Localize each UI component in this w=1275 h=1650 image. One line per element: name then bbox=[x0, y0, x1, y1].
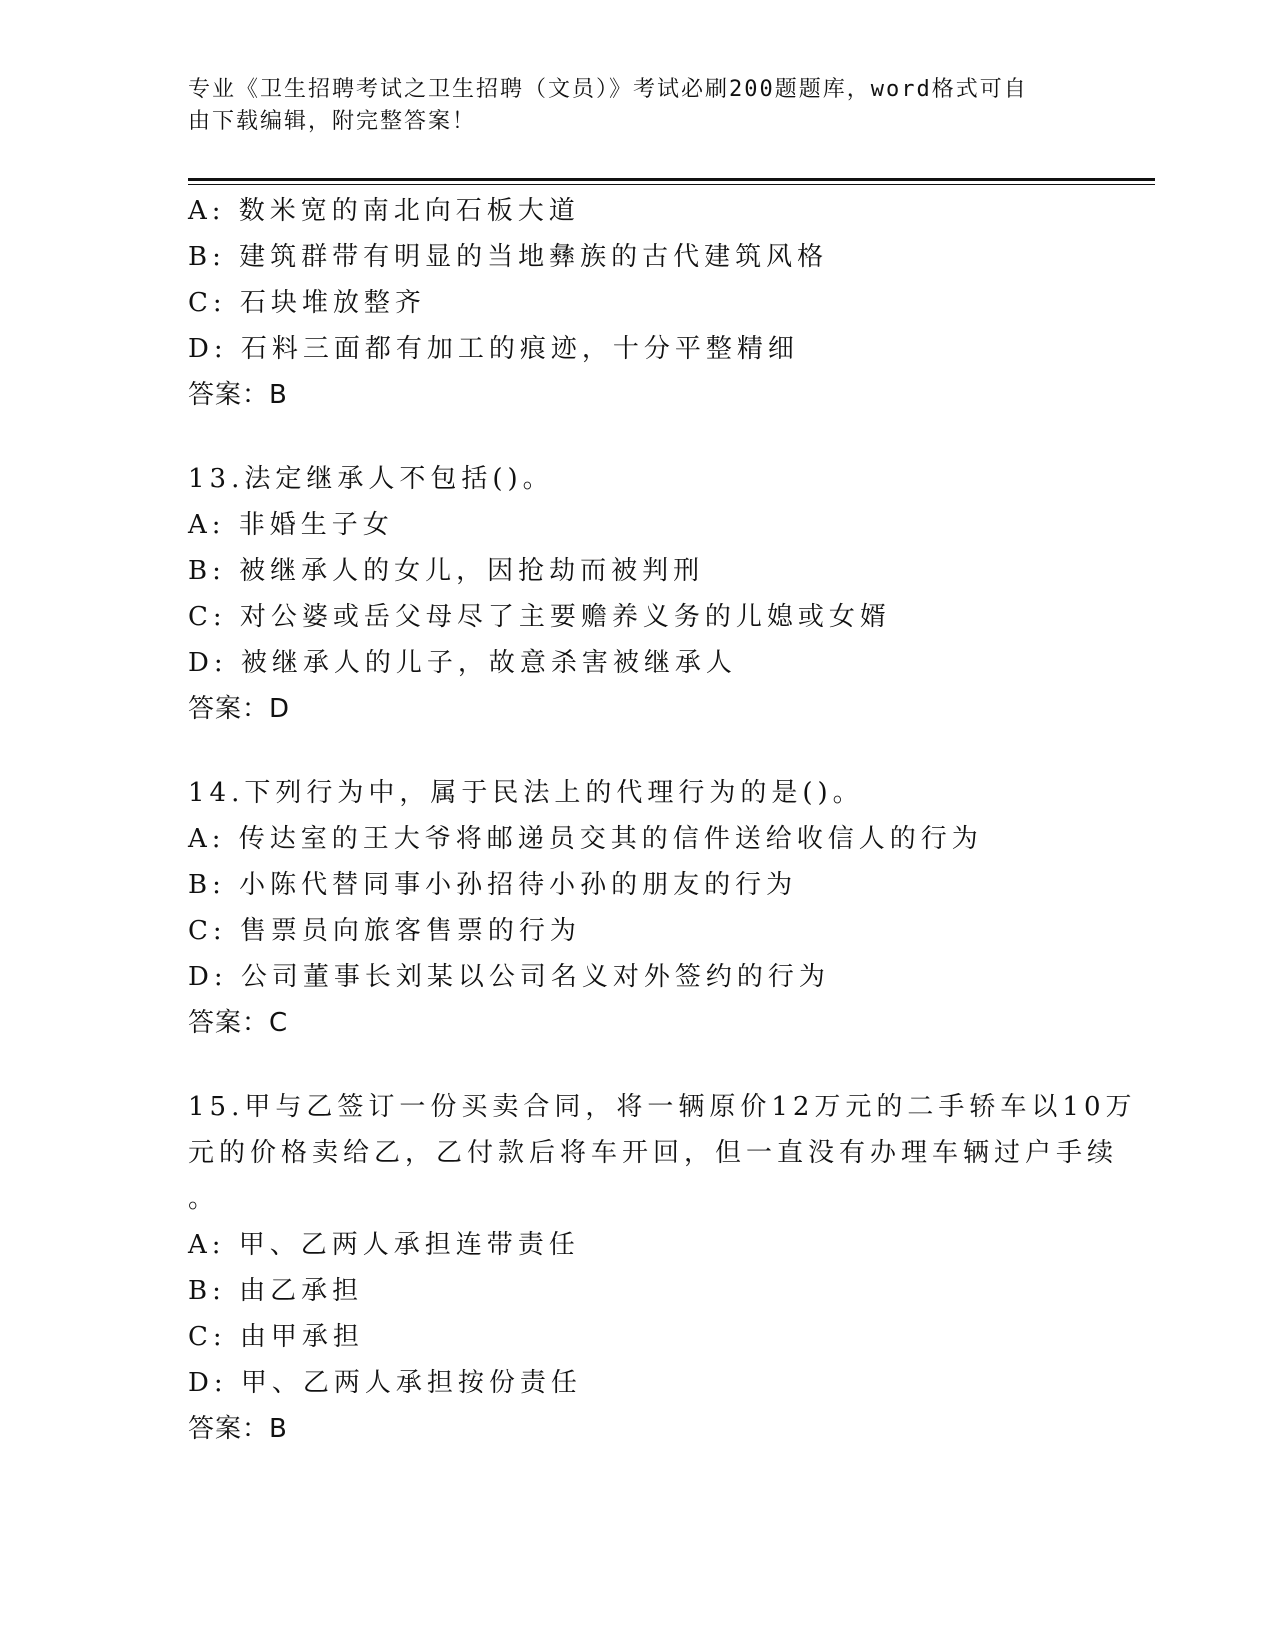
answer: 答案：B bbox=[188, 380, 288, 410]
header-divider-thick bbox=[188, 178, 1155, 181]
document-header bbox=[188, 74, 1068, 138]
question-14 bbox=[188, 770, 1088, 1046]
option-a: A: 传达室的王大爷将邮递员交其的信件送给收信人的行为 bbox=[188, 824, 983, 854]
question-12 bbox=[188, 188, 1088, 418]
answer: 答案：D bbox=[188, 694, 291, 724]
spacer bbox=[188, 1046, 1088, 1084]
option-c: C: 售票员向旅客售票的行为 bbox=[188, 916, 581, 946]
question-text: 14.下列行为中，属于民法上的代理行为的是()。 bbox=[188, 778, 864, 808]
question-15 bbox=[188, 1084, 1137, 1452]
answer: 答案：B bbox=[188, 1414, 288, 1444]
question-text-line-1: 15.甲与乙签订一份买卖合同，将一辆原价12万元的二手轿车以10万 bbox=[188, 1092, 1137, 1122]
option-d: D: 石料三面都有加工的痕迹，十分平整精细 bbox=[188, 334, 799, 364]
header-line-2: 由下载编辑，附完整答案！ bbox=[188, 109, 477, 134]
question-text: 13.法定继承人不包括()。 bbox=[188, 464, 554, 494]
option-d: D: 公司董事长刘某以公司名义对外签约的行为 bbox=[188, 962, 830, 992]
option-d: D: 甲、乙两人承担按份责任 bbox=[188, 1368, 582, 1398]
question-13 bbox=[188, 456, 1088, 732]
option-b: B: 由乙承担 bbox=[188, 1276, 364, 1306]
option-a: A: 数米宽的南北向石板大道 bbox=[188, 196, 580, 226]
question-text-line-3: 。 bbox=[188, 1184, 220, 1214]
option-a: A: 甲、乙两人承担连带责任 bbox=[188, 1230, 580, 1260]
question-text-line-2: 元的价格卖给乙，乙付款后将车开回，但一直没有办理车辆过户手续 bbox=[188, 1138, 1119, 1168]
option-c: C: 石块堆放整齐 bbox=[188, 288, 426, 318]
option-b: B: 被继承人的女儿，因抢劫而被判刑 bbox=[188, 556, 705, 586]
option-c: C: 由甲承担 bbox=[188, 1322, 364, 1352]
option-d: D: 被继承人的儿子，故意杀害被继承人 bbox=[188, 648, 737, 678]
option-b: B: 建筑群带有明显的当地彝族的古代建筑风格 bbox=[188, 242, 829, 272]
option-b: B: 小陈代替同事小孙招待小孙的朋友的行为 bbox=[188, 870, 798, 900]
spacer bbox=[188, 418, 1088, 456]
answer: 答案：C bbox=[188, 1008, 289, 1038]
header-line-1: 专业《卫生招聘考试之卫生招聘（文员）》考试必刷200题题库，word格式可自 bbox=[188, 77, 1028, 102]
option-c: C: 对公婆或岳父母尽了主要赡养义务的儿媳或女婿 bbox=[188, 602, 891, 632]
spacer bbox=[188, 732, 1088, 770]
option-a: A: 非婚生子女 bbox=[188, 510, 394, 540]
header-divider-thin bbox=[188, 184, 1155, 185]
question-list bbox=[188, 188, 1137, 1452]
